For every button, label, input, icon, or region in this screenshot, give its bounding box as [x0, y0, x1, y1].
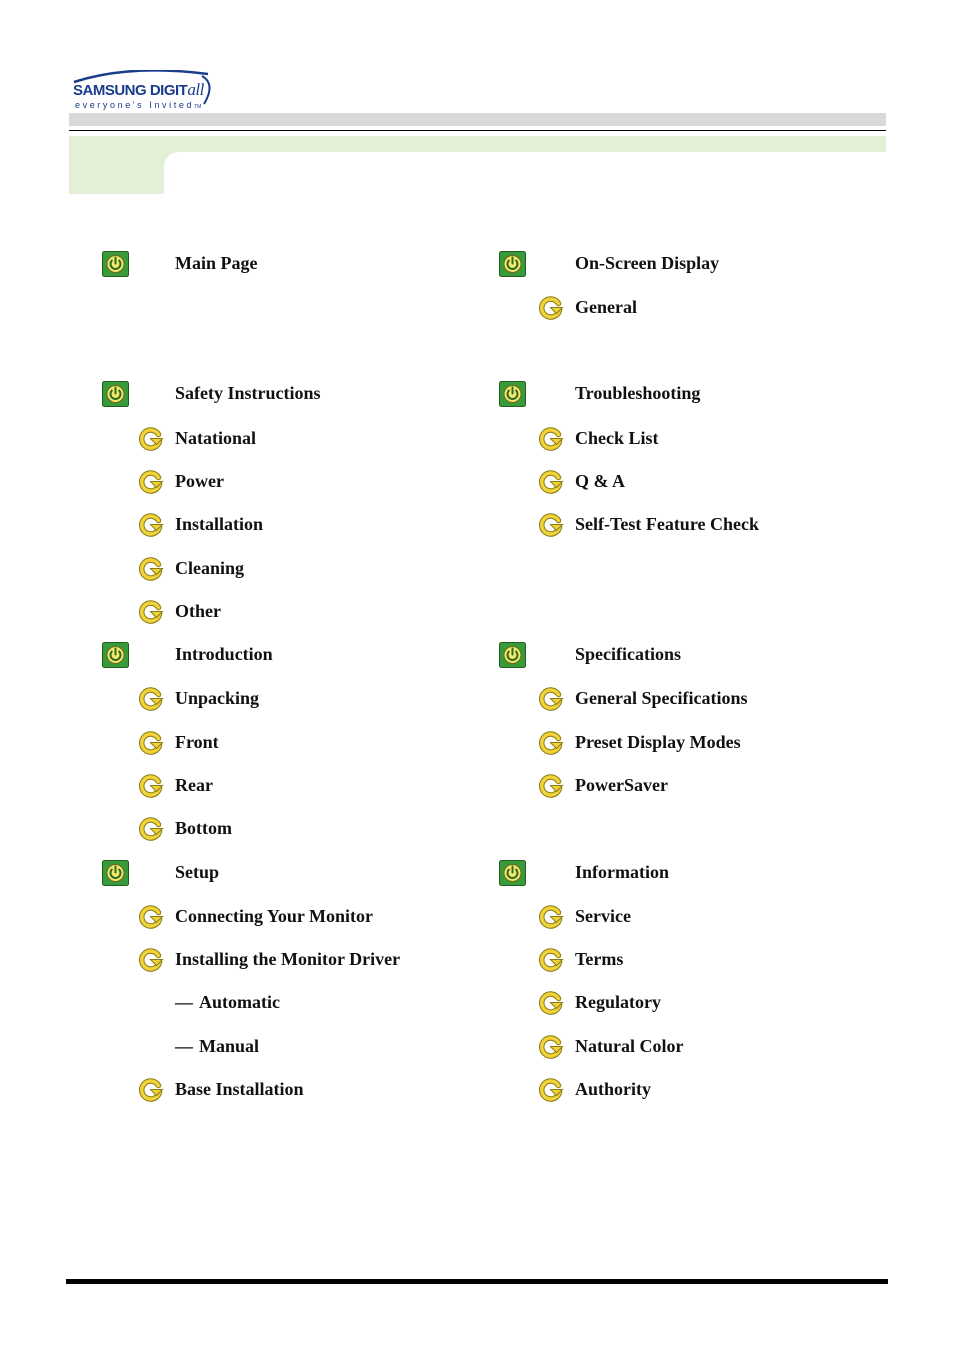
- power-button-svg: [102, 860, 129, 886]
- circular-arrow-icon: [537, 512, 564, 543]
- toc-label-text: Service: [575, 906, 631, 926]
- circular-arrow-svg: [137, 947, 164, 973]
- circular-arrow-svg: [537, 426, 564, 452]
- toc-label-text: Authority: [575, 1079, 651, 1099]
- toc-label: [175, 1079, 304, 1099]
- toc-label: [175, 688, 259, 708]
- circular-arrow-icon: [537, 1034, 564, 1065]
- toc-label: [175, 732, 219, 752]
- toc-label-text: Other: [175, 601, 221, 621]
- toc-label: [175, 906, 373, 926]
- header-gray-bar: [69, 113, 886, 126]
- toc-label: [575, 514, 759, 534]
- toc-label: [175, 428, 256, 448]
- power-button-svg: [499, 381, 526, 407]
- power-button-icon: [102, 860, 129, 891]
- circular-arrow-svg: [537, 512, 564, 538]
- circular-arrow-svg: [137, 426, 164, 452]
- circular-arrow-svg: [137, 1077, 164, 1103]
- toc-label-text: Check List: [575, 428, 659, 448]
- circular-arrow-svg: [137, 556, 164, 582]
- logo-wordmark: SAMSUNG DIGITall: [73, 80, 204, 99]
- toc-label: [175, 253, 258, 273]
- toc-label: [175, 775, 213, 795]
- circular-arrow-icon: [537, 469, 564, 500]
- circular-arrow-icon: [137, 730, 164, 761]
- power-button-icon: [102, 381, 129, 412]
- toc-label: [575, 471, 625, 491]
- footer-rule: [66, 1279, 888, 1284]
- toc-dash: —: [175, 1036, 193, 1056]
- circular-arrow-svg: [137, 816, 164, 842]
- toc-label-text: Introduction: [175, 644, 273, 664]
- toc-label-text: Base Installation: [175, 1079, 304, 1099]
- circular-arrow-svg: [137, 904, 164, 930]
- toc-label: [175, 601, 221, 621]
- power-button-svg: [102, 251, 129, 277]
- circular-arrow-icon: [137, 512, 164, 543]
- circular-arrow-icon: [137, 904, 164, 935]
- circular-arrow-icon: [537, 990, 564, 1021]
- toc-label: [575, 688, 747, 708]
- circular-arrow-icon: [137, 426, 164, 457]
- toc-label-text: Safety Instructions: [175, 383, 321, 403]
- toc-label: [175, 471, 224, 491]
- toc-label: [575, 992, 661, 1012]
- toc-label-text: Installation: [175, 514, 264, 534]
- toc-label: [575, 253, 719, 273]
- toc-label: [175, 992, 280, 1012]
- circular-arrow-svg: [137, 773, 164, 799]
- power-button-svg: [499, 251, 526, 277]
- circular-arrow-icon: [537, 947, 564, 978]
- samsung-digitall-logo: [70, 70, 215, 114]
- circular-arrow-icon: [137, 1077, 164, 1108]
- power-button-svg: [499, 642, 526, 668]
- toc-label: [175, 644, 273, 664]
- toc-label-text: Installing the Monitor Driver: [175, 949, 401, 969]
- circular-arrow-svg: [537, 904, 564, 930]
- toc-label-text: General Specifications: [575, 688, 748, 708]
- circular-arrow-svg: [137, 599, 164, 625]
- toc-label-text: Information: [575, 862, 669, 882]
- title-band-corner: [164, 152, 178, 166]
- circular-arrow-icon: [137, 469, 164, 500]
- circular-arrow-icon: [537, 904, 564, 935]
- circular-arrow-svg: [537, 1034, 564, 1060]
- toc-label-text: Terms: [575, 949, 624, 969]
- circular-arrow-icon: [537, 1077, 564, 1108]
- circular-arrow-svg: [137, 512, 164, 538]
- circular-arrow-icon: [537, 730, 564, 761]
- toc-dash: —: [175, 992, 193, 1012]
- power-button-icon: [499, 381, 526, 412]
- toc-label: [175, 818, 232, 838]
- toc-label-text: Main Page: [175, 253, 258, 273]
- power-button-icon: [102, 251, 129, 282]
- toc-label: [575, 732, 741, 752]
- toc-label-text: Front: [175, 732, 219, 752]
- power-button-icon: [499, 642, 526, 673]
- circular-arrow-icon: [137, 556, 164, 587]
- toc-label-text: Cleaning: [175, 558, 245, 578]
- toc-label-text: Setup: [175, 862, 220, 882]
- power-button-svg: [499, 860, 526, 886]
- toc-label: [575, 297, 637, 317]
- toc-label: [175, 558, 244, 578]
- toc-label: [175, 949, 400, 969]
- circular-arrow-icon: [137, 773, 164, 804]
- circular-arrow-svg: [537, 947, 564, 973]
- toc-label-text: Natational: [175, 428, 256, 448]
- toc-label: [575, 1036, 683, 1056]
- circular-arrow-icon: [137, 599, 164, 630]
- circular-arrow-icon: [537, 773, 564, 804]
- toc-label: [575, 428, 659, 448]
- toc-label: [575, 383, 700, 403]
- toc-label-text: Preset Display Modes: [575, 732, 741, 752]
- circular-arrow-svg: [537, 773, 564, 799]
- title-band-tab: [69, 152, 164, 194]
- logo-tagline: everyone's InvitedTM: [75, 100, 202, 110]
- toc-label-text: Manual: [199, 1036, 260, 1056]
- toc-label-text: Power: [175, 471, 224, 491]
- circular-arrow-svg: [137, 730, 164, 756]
- circular-arrow-svg: [537, 730, 564, 756]
- toc-label-text: Troubleshooting: [575, 383, 701, 403]
- circular-arrow-svg: [537, 469, 564, 495]
- circular-arrow-icon: [137, 686, 164, 717]
- toc-label-text: On-Screen Display: [575, 253, 720, 273]
- circular-arrow-icon: [537, 686, 564, 717]
- toc-label: [575, 775, 668, 795]
- toc-label: [175, 862, 219, 882]
- toc-label: [575, 949, 623, 969]
- circular-arrow-svg: [137, 469, 164, 495]
- toc-label-text: Self-Test Feature Check: [575, 514, 759, 534]
- toc-label-text: Unpacking: [175, 688, 260, 708]
- title-band: [69, 136, 886, 152]
- header-rule: [69, 130, 886, 131]
- toc-label-text: Automatic: [199, 992, 280, 1012]
- circular-arrow-icon: [537, 426, 564, 457]
- toc-label-text: PowerSaver: [575, 775, 668, 795]
- toc-label: [575, 906, 631, 926]
- power-button-svg: [102, 642, 129, 668]
- toc-label-text: Rear: [175, 775, 213, 795]
- toc-label-text: Connecting Your Monitor: [175, 906, 373, 926]
- toc-label: [175, 514, 263, 534]
- toc-label-text: General: [575, 297, 637, 317]
- circular-arrow-svg: [537, 990, 564, 1016]
- power-button-icon: [499, 860, 526, 891]
- circular-arrow-svg: [537, 1077, 564, 1103]
- circular-arrow-svg: [137, 686, 164, 712]
- toc-label: [175, 383, 321, 403]
- power-button-svg: [102, 381, 129, 407]
- power-button-icon: [499, 251, 526, 282]
- toc-label: [175, 1036, 259, 1056]
- circular-arrow-svg: [537, 295, 564, 321]
- power-button-icon: [102, 642, 129, 673]
- circular-arrow-icon: [537, 295, 564, 326]
- toc-label: [575, 1079, 651, 1099]
- toc-label-text: Natural Color: [575, 1036, 684, 1056]
- toc-label: [575, 644, 681, 664]
- toc-label-text: Bottom: [175, 818, 232, 838]
- circular-arrow-svg: [537, 686, 564, 712]
- circular-arrow-icon: [137, 816, 164, 847]
- toc-label-text: Specifications: [575, 644, 681, 664]
- toc-label-text: Q & A: [575, 471, 626, 491]
- toc-label-text: Regulatory: [575, 992, 661, 1012]
- circular-arrow-icon: [137, 947, 164, 978]
- toc-label: [575, 862, 669, 882]
